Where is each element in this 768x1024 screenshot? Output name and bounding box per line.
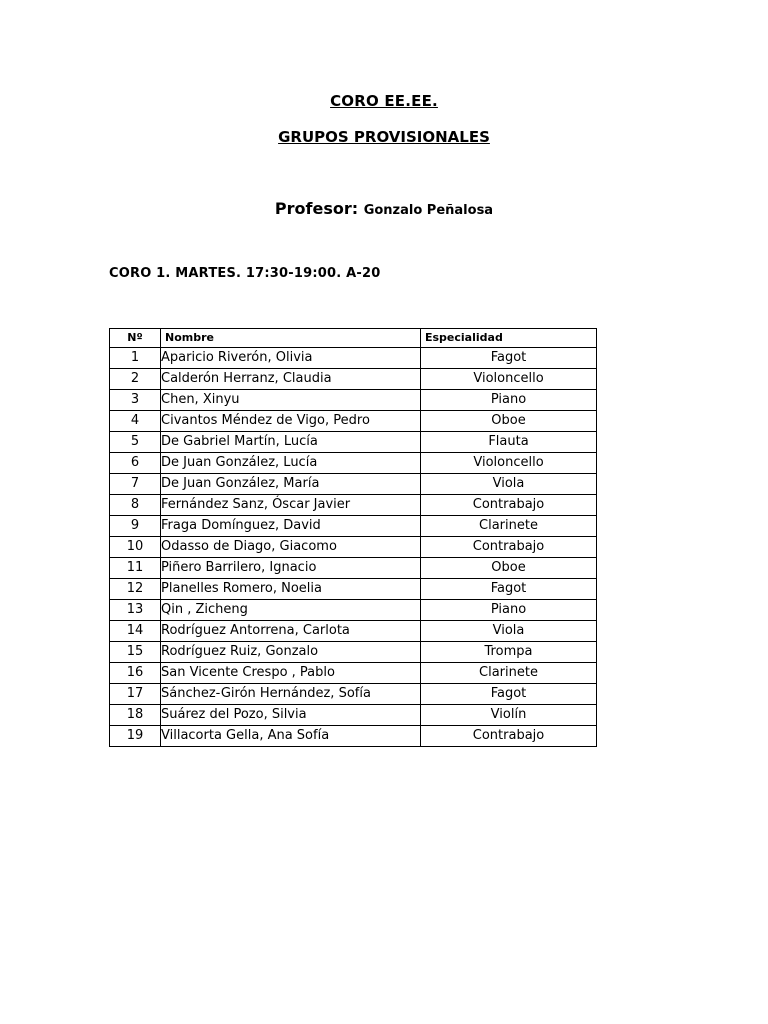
row-specialty: Contrabajo: [421, 726, 597, 747]
row-number: 18: [110, 705, 161, 726]
table-header-row: [110, 329, 597, 348]
teacher-line: [0, 199, 768, 218]
row-specialty: Clarinete: [421, 663, 597, 684]
table-row: [110, 684, 597, 705]
row-name: Piñero Barrilero, Ignacio: [161, 558, 421, 579]
column-header-name: Nombre: [161, 329, 421, 348]
row-specialty: Viola: [421, 474, 597, 495]
table-row: [110, 600, 597, 621]
table-row: [110, 726, 597, 747]
row-name: De Gabriel Martín, Lucía: [161, 432, 421, 453]
table-row: [110, 516, 597, 537]
row-specialty: Trompa: [421, 642, 597, 663]
row-number: 6: [110, 453, 161, 474]
table-row: [110, 621, 597, 642]
row-specialty: Fagot: [421, 348, 597, 369]
row-number: 15: [110, 642, 161, 663]
row-name: De Juan González, María: [161, 474, 421, 495]
document-title: CORO EE.EE.: [330, 92, 438, 110]
row-specialty: Clarinete: [421, 516, 597, 537]
row-number: 9: [110, 516, 161, 537]
document-subtitle: GRUPOS PROVISIONALES: [278, 128, 490, 146]
row-number: 3: [110, 390, 161, 411]
teacher-name: Gonzalo Peñalosa: [363, 203, 494, 218]
row-specialty: Violoncello: [421, 453, 597, 474]
row-number: 12: [110, 579, 161, 600]
row-name: De Juan González, Lucía: [161, 453, 421, 474]
row-specialty: Oboe: [421, 411, 597, 432]
table-row: [110, 390, 597, 411]
row-number: 16: [110, 663, 161, 684]
row-number: 10: [110, 537, 161, 558]
row-name: Rodríguez Antorrena, Carlota: [161, 621, 421, 642]
column-header-number: Nº: [110, 329, 161, 348]
table-row: [110, 663, 597, 684]
row-number: 13: [110, 600, 161, 621]
table-row: [110, 537, 597, 558]
row-number: 14: [110, 621, 161, 642]
row-name: Qin , Zicheng: [161, 600, 421, 621]
row-name: Suárez del Pozo, Silvia: [161, 705, 421, 726]
row-number: 7: [110, 474, 161, 495]
column-header-specialty: Especialidad: [421, 329, 597, 348]
row-specialty: Oboe: [421, 558, 597, 579]
row-name: Rodríguez Ruiz, Gonzalo: [161, 642, 421, 663]
row-name: Fraga Domínguez, David: [161, 516, 421, 537]
row-number: 19: [110, 726, 161, 747]
group-heading: CORO 1. MARTES. 17:30-19:00. A-20: [109, 266, 381, 281]
teacher-label: Profesor:: [274, 199, 359, 218]
row-name: Odasso de Diago, Giacomo: [161, 537, 421, 558]
row-specialty: Flauta: [421, 432, 597, 453]
row-specialty: Fagot: [421, 684, 597, 705]
table-row: [110, 453, 597, 474]
row-name: Sánchez-Girón Hernández, Sofía: [161, 684, 421, 705]
row-number: 8: [110, 495, 161, 516]
row-name: Villacorta Gella, Ana Sofía: [161, 726, 421, 747]
row-specialty: Contrabajo: [421, 537, 597, 558]
row-specialty: Piano: [421, 600, 597, 621]
roster-table: [109, 328, 597, 747]
row-specialty: Contrabajo: [421, 495, 597, 516]
row-name: Planelles Romero, Noelia: [161, 579, 421, 600]
row-specialty: Violoncello: [421, 369, 597, 390]
table-row: [110, 558, 597, 579]
row-number: 1: [110, 348, 161, 369]
row-name: Civantos Méndez de Vigo, Pedro: [161, 411, 421, 432]
table-body: [110, 348, 597, 747]
table-row: [110, 369, 597, 390]
row-specialty: Viola: [421, 621, 597, 642]
row-specialty: Violín: [421, 705, 597, 726]
row-name: Calderón Herranz, Claudia: [161, 369, 421, 390]
row-number: 2: [110, 369, 161, 390]
row-name: Chen, Xinyu: [161, 390, 421, 411]
table-row: [110, 495, 597, 516]
table-row: [110, 411, 597, 432]
row-number: 17: [110, 684, 161, 705]
table-row: [110, 705, 597, 726]
row-name: Fernández Sanz, Óscar Javier: [161, 495, 421, 516]
table-row: [110, 348, 597, 369]
row-specialty: Fagot: [421, 579, 597, 600]
row-specialty: Piano: [421, 390, 597, 411]
row-number: 4: [110, 411, 161, 432]
table-row: [110, 579, 597, 600]
row-name: San Vicente Crespo , Pablo: [161, 663, 421, 684]
table-row: [110, 642, 597, 663]
table-row: [110, 432, 597, 453]
table-row: [110, 474, 597, 495]
row-number: 5: [110, 432, 161, 453]
row-name: Aparicio Riverón, Olivia: [161, 348, 421, 369]
row-number: 11: [110, 558, 161, 579]
